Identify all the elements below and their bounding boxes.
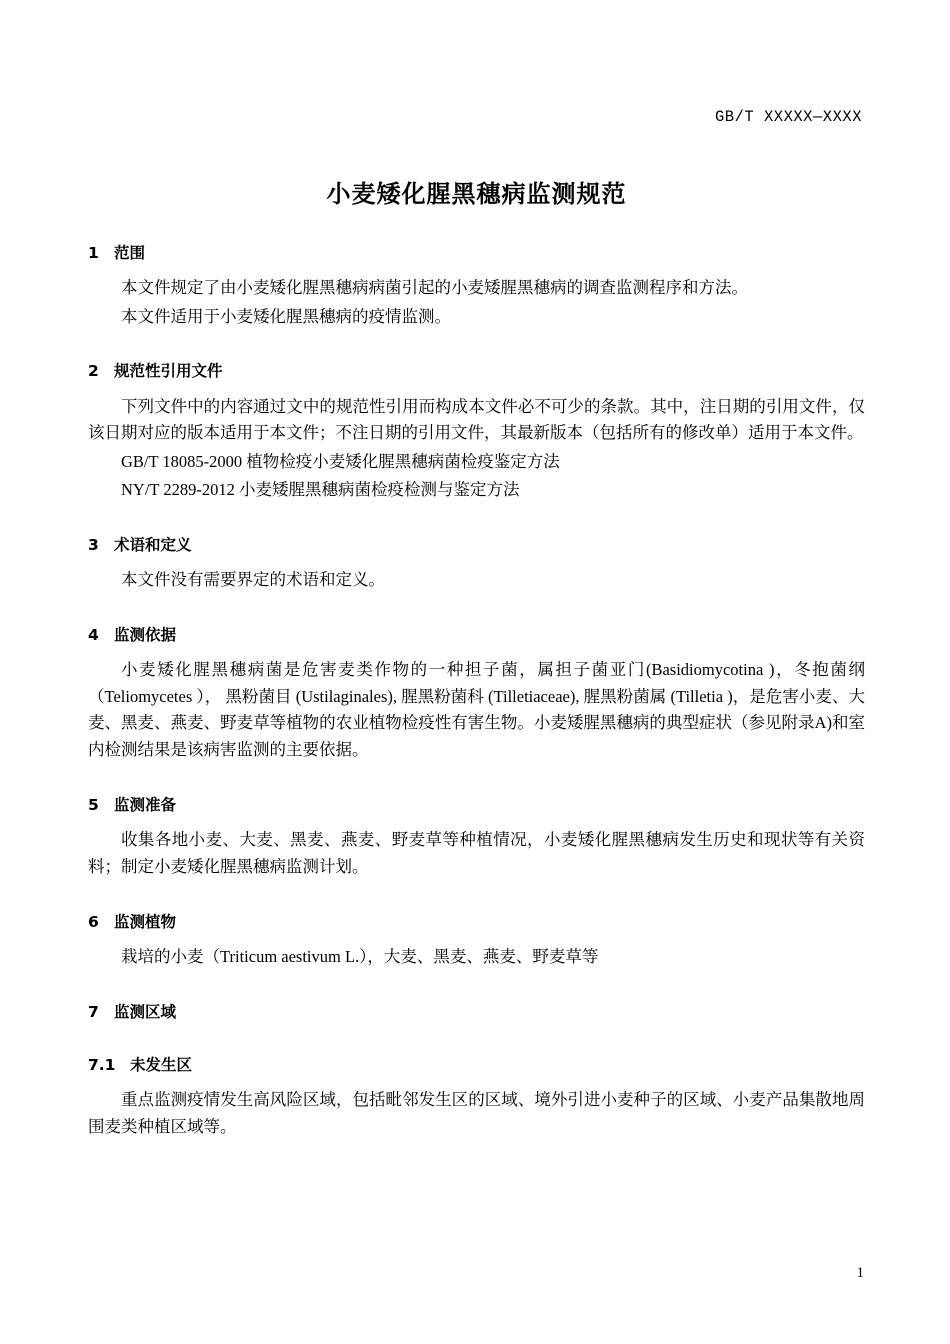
- clause-title-4: 监测依据: [114, 625, 177, 644]
- page-title: 小麦矮化腥黑穗病监测规范: [326, 180, 627, 208]
- document-content: [88, 160, 865, 1140]
- clause-number-1: 1: [88, 243, 99, 262]
- clause-title-6: 监测植物: [114, 912, 177, 931]
- clause-number-4: 4: [88, 625, 99, 644]
- standard-code-header: GB/T XXXXX—XXXX: [714, 108, 862, 126]
- clause-4-paragraph-1: 小麦矮化腥黑穗病菌是危害麦类作物的一种担子菌，属担子菌亚门(Basidiomycotina )，冬抱菌纲 （Teliomycetes ）， 黑粉菌目 (Ustilaginales), 腥黑粉菌科 (Tilletiaceae), 腥黑粉菌属 (Tilletia )，是危害小麦、大麦、黑麦、燕麦、野麦草等植物的农业植物检疫性有害生物。小麦矮腥黑穗病的典型症状（参见附录A)和室内检测结果是该病害监测的主要依据。: [88, 659, 865, 760]
- clause-section-3: [88, 534, 865, 594]
- clause-section-7: [88, 1001, 865, 1024]
- clause-title-5: 监测准备: [114, 795, 177, 814]
- clause-number-3: 3: [88, 535, 99, 554]
- clause-section-5: [88, 794, 865, 881]
- clause-heading-2: [88, 360, 865, 383]
- clause-heading-1: [88, 242, 865, 265]
- clause-section-7-1: [88, 1054, 865, 1141]
- clause-3-paragraph-1: 本文件没有需要界定的术语和定义。: [121, 570, 385, 589]
- clause-number-7: 7: [88, 1002, 99, 1021]
- normative-reference-2: NY/T 2289-2012 小麦矮腥黑穗病菌检疫检测与鉴定方法: [121, 480, 520, 500]
- clause-5-paragraph-1: 收集各地小麦、大麦、黑麦、燕麦、野麦草等种植情况，小麦矮化腥黑穗病发生历史和现状等有关资料；制定小麦矮化腥黑穗病监测计划。: [88, 830, 865, 876]
- clause-title-1: 范围: [114, 243, 146, 262]
- clause-section-1: [88, 242, 865, 331]
- clause-title-7-1: 未发生区: [130, 1055, 193, 1074]
- clause-1-paragraph-2: 本文件适用于小麦矮化腥黑穗病的疫情监测。: [121, 306, 451, 326]
- clause-heading-7: [88, 1001, 865, 1024]
- page-number: 1: [856, 1265, 864, 1281]
- clause-heading-3: [88, 534, 865, 557]
- clause-2-paragraph-1: 下列文件中的内容通过文中的规范性引用而构成本文件必不可少的条款。其中，注日期的引用文件，仅该日期对应的版本适用于本文件；不注日期的引用文件，其最新版本（包括所有的修改单）适用于本文件。: [88, 396, 865, 443]
- clause-heading-7-1: [88, 1054, 865, 1077]
- clause-title-2: 规范性引用文件: [114, 362, 223, 381]
- clause-number-6: 6: [88, 912, 99, 931]
- clause-number-2: 2: [88, 362, 99, 381]
- clause-title-3: 术语和定义: [114, 535, 192, 554]
- clause-1-paragraph-1: 本文件规定了由小麦矮化腥黑穗病病菌引起的小麦矮腥黑穗病的调查监测程序和方法。: [121, 277, 748, 297]
- clause-heading-6: [88, 911, 865, 934]
- clause-6-paragraph-1: 栽培的小麦（Triticum aestivum L.），大麦、黑麦、燕麦、野麦草等: [121, 946, 599, 966]
- clause-number-5: 5: [88, 795, 99, 814]
- clause-section-4: [88, 624, 865, 764]
- clause-title-7: 监测区域: [114, 1002, 177, 1021]
- clause-heading-4: [88, 624, 865, 647]
- clause-section-2: [88, 360, 865, 503]
- clause-section-6: [88, 911, 865, 971]
- clause-7-1-paragraph-1: 重点监测疫情发生高风险区域，包括毗邻发生区的区域、境外引进小麦种子的区域、小麦产品集散地周围麦类种植区域等。: [88, 1090, 865, 1136]
- clause-number-7-1: 7.1: [88, 1055, 116, 1074]
- normative-reference-1: GB/T 18085-2000 植物检疫小麦矮化腥黑穗病菌检疫鉴定方法: [121, 451, 560, 471]
- clause-heading-5: [88, 794, 865, 817]
